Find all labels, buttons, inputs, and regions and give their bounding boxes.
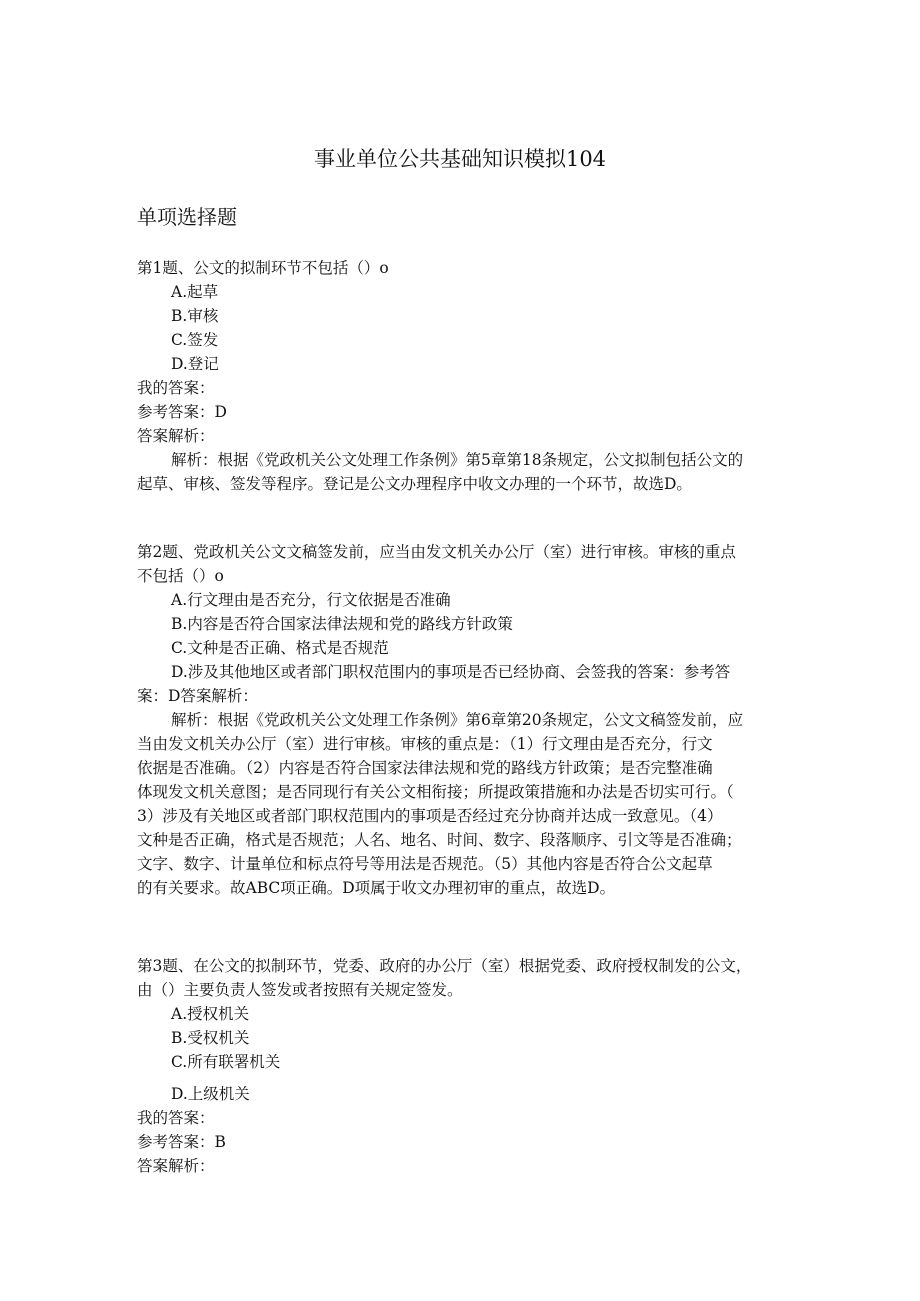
reference-answer: 参考答案：D [137, 403, 227, 421]
option-a: A.授权机关 [171, 1005, 250, 1023]
option-b: B.审核 [171, 307, 219, 325]
option-c: C.文种是否正确、格式是否规范 [171, 639, 389, 657]
explanation-line: 依据是否准确。（2）内容是否符合国家法律法规和党的路线方针政策；是否完整准确 [137, 759, 713, 777]
explanation-line: 解析：根据《党政机关公文处理工作条例》第5章第18条规定，公文拟制包括公文的 [171, 451, 744, 469]
question-3 [137, 954, 787, 1178]
option-d: D.登记 [171, 355, 219, 373]
option-c: C.签发 [171, 331, 219, 349]
option-b: B.受权机关 [171, 1029, 250, 1047]
question-stem: 第3题、在公文的拟制环节，党委、政府的办公厅（室）根据党委、政府授权制发的公文， [137, 957, 752, 975]
answer-explain-label: 答案解析： [137, 1157, 215, 1175]
question-stem: 由（）主要负责人签发或者按照有关规定签发。 [137, 981, 463, 999]
option-d-continued: 案：D答案解析： [137, 687, 258, 705]
section-title: 单项选择题 [137, 205, 237, 229]
page-title: 事业单位公共基础知识模拟104 [313, 147, 607, 171]
answer-explain-label: 答案解析： [137, 427, 215, 445]
explanation-line: 起草、审核、签发等程序。登记是公文办理程序中收文办理的一个环节，故选D。 [137, 475, 692, 493]
option-a: A.行文理由是否充分，行文依据是否准确 [171, 591, 451, 609]
option-c: C.所有联署机关 [171, 1053, 281, 1071]
explanation-line: 文字、数字、计量单位和标点符号等用法是否规范。（5）其他内容是否符合公文起草 [137, 855, 713, 873]
explanation-line: 解析：根据《党政机关公文处理工作条例》第6章第20条规定，公文文稿签发前，应 [171, 711, 744, 729]
option-b: B.内容是否符合国家法律法规和党的路线方针政策 [171, 615, 513, 633]
reference-answer: 参考答案：B [137, 1133, 226, 1151]
question-2 [137, 540, 787, 900]
option-a: A.起草 [171, 283, 219, 301]
option-d: D.涉及其他地区或者部门职权范围内的事项是否已经协商、会签我的答案：参考答 [171, 663, 731, 681]
question-1 [137, 256, 787, 496]
explanation-line: 当由发文机关办公厅（室）进行审核。审核的重点是：（1）行文理由是否充分，行文 [137, 735, 713, 753]
explanation-line: 的有关要求。故ABC项正确。D项属于收文办理初审的重点，故选D。 [137, 879, 616, 897]
question-stem: 第2题、党政机关公文文稿签发前，应当由发文机关办公厅（室）进行审核。审核的重点 [137, 543, 736, 561]
question-stem: 不包括（）o [137, 567, 224, 585]
question-stem: 第1题、公文的拟制环节不包括（）o [137, 259, 389, 277]
explanation-line: 文种是否正确，格式是否规范；人名、地名、时间、数字、段落顺序、引文等是否准确； [137, 831, 742, 849]
explanation-line: 3）涉及有关地区或者部门职权范围内的事项是否经过充分协商并达成一致意见。（4） [137, 807, 723, 825]
explanation-line: 体现发文机关意图；是否同现行有关公文相衔接；所提政策措施和办法是否切实可行。（ [137, 783, 734, 801]
my-answer-label: 我的答案： [137, 379, 215, 397]
my-answer-label: 我的答案： [137, 1109, 215, 1127]
option-d: D.上级机关 [171, 1085, 250, 1103]
